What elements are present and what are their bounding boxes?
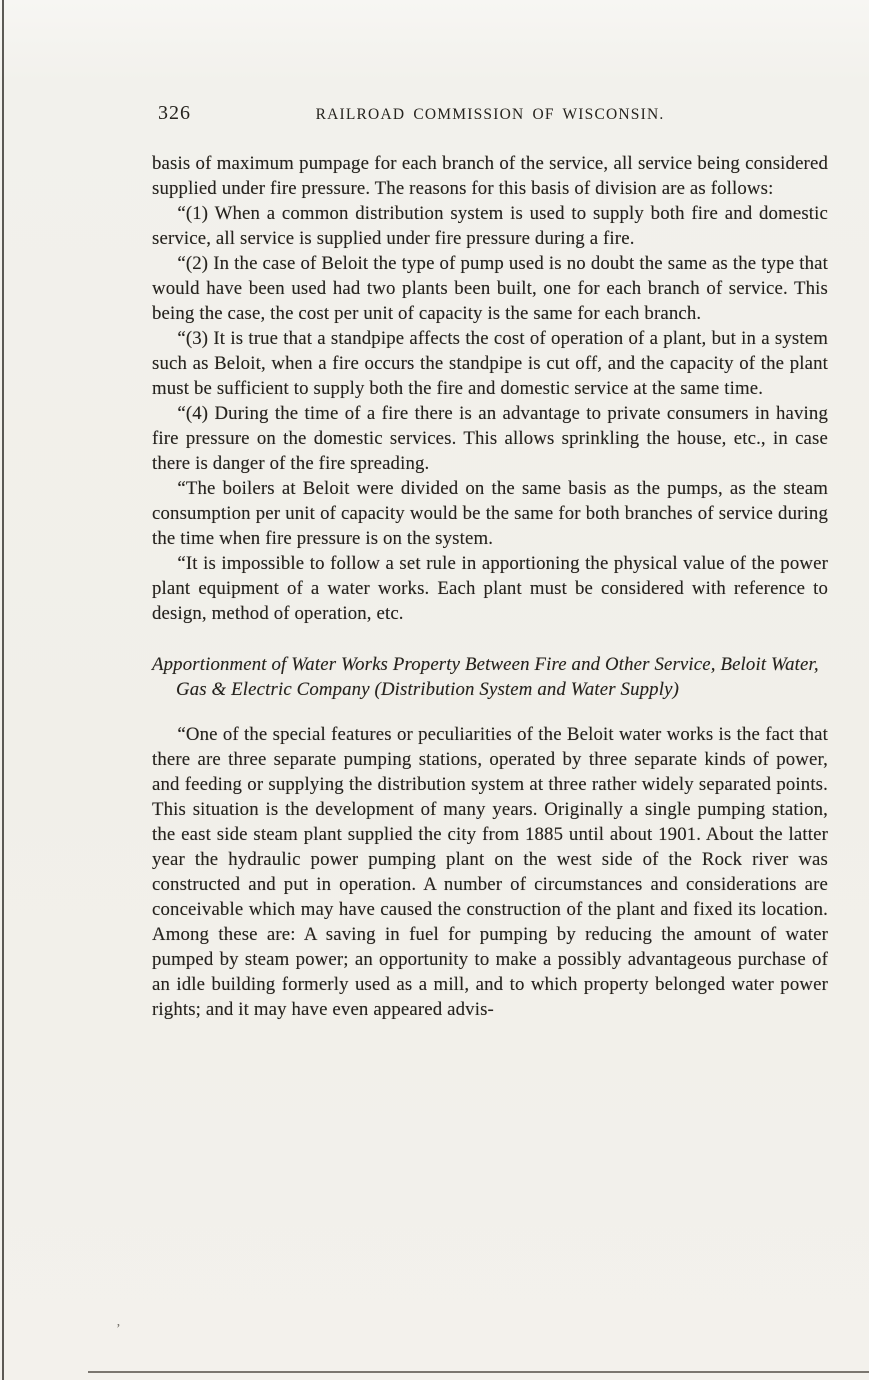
paragraph-point-3: “(3) It is true that a standpipe affects the cost of operation of a plant, but in a system such as Beloit, when a fire occurs the standpipe is cut off, and the capacity of the plant must be sufficient to supply both the fire and domestic service at the same time. <box>152 328 828 399</box>
paragraph-special-features: “One of the special features or peculiarities of the Beloit water works is the fact that there are three separate pumping stations, operated by three separate kinds of power, and feeding or supplying the distribution system at three rather widely separated points. This situation is the development of many years. Originally a single pumping station, the east side steam plant supplied the city from 1885 until about 1901. About the latter year the hydraulic power pumping plant on the west side of the Rock river was constructed and put in operation. A number of circumstances and considerations are conceivable which may have caused the construction of the plant and fixed its location. Among these are: A saving in fuel for pumping by reducing the amount of water pumped by steam power; an opportunity to make a possibly advantageous purchase of an idle building formerly used as a mill, and to which property belonged water power rights; and it may have even appeared advis- <box>152 724 828 1020</box>
paragraph-continuation: basis of maximum pumpage for each branch of the service, all service being considered supplied under fire pressure. The reasons for this basis of division are as follows: <box>152 153 828 199</box>
scan-edge-line-left <box>2 0 4 1380</box>
paragraph-point-1: “(1) When a common distribution system is used to supply both fire and domestic service, all service is supplied under fire pressure during a fire. <box>152 203 828 249</box>
paragraph-no-set-rule: “It is impossible to follow a set rule in apportioning the physical value of the power plant equipment of a water works. Each plant must be considered with reference to design, method of operation, etc. <box>152 553 828 624</box>
page-body <box>152 151 828 1022</box>
page-number: 326 <box>158 102 191 124</box>
page-header <box>152 102 828 128</box>
running-title: RAILROAD COMMISSION OF WISCONSIN. <box>315 106 665 123</box>
scan-edge-line-bottom <box>88 1371 869 1373</box>
paragraph-point-4: “(4) During the time of a fire there is an advantage to private consumers in having fire pressure on the domestic services. This allows sprinkling the house, etc., in case there is danger of the fire spreading. <box>152 403 828 474</box>
paragraph-point-2: “(2) In the case of Beloit the type of pump used is no doubt the same as the type that would have been used had two plants been built, one for each branch of service. This being the case, the cost per unit of capacity is the same for each branch. <box>152 253 828 324</box>
scan-artifact-mark: ’ <box>116 1322 121 1337</box>
section-heading: Apportionment of Water Works Property Between Fire and Other Service, Beloit Water, Gas & Electric Company (Distribution System and Water Supply) <box>152 654 819 700</box>
paragraph-boilers: “The boilers at Beloit were divided on the same basis as the pumps, as the steam consumption per unit of capacity would be the same for both branches of service during the time when fire pressure is on the system. <box>152 478 828 549</box>
